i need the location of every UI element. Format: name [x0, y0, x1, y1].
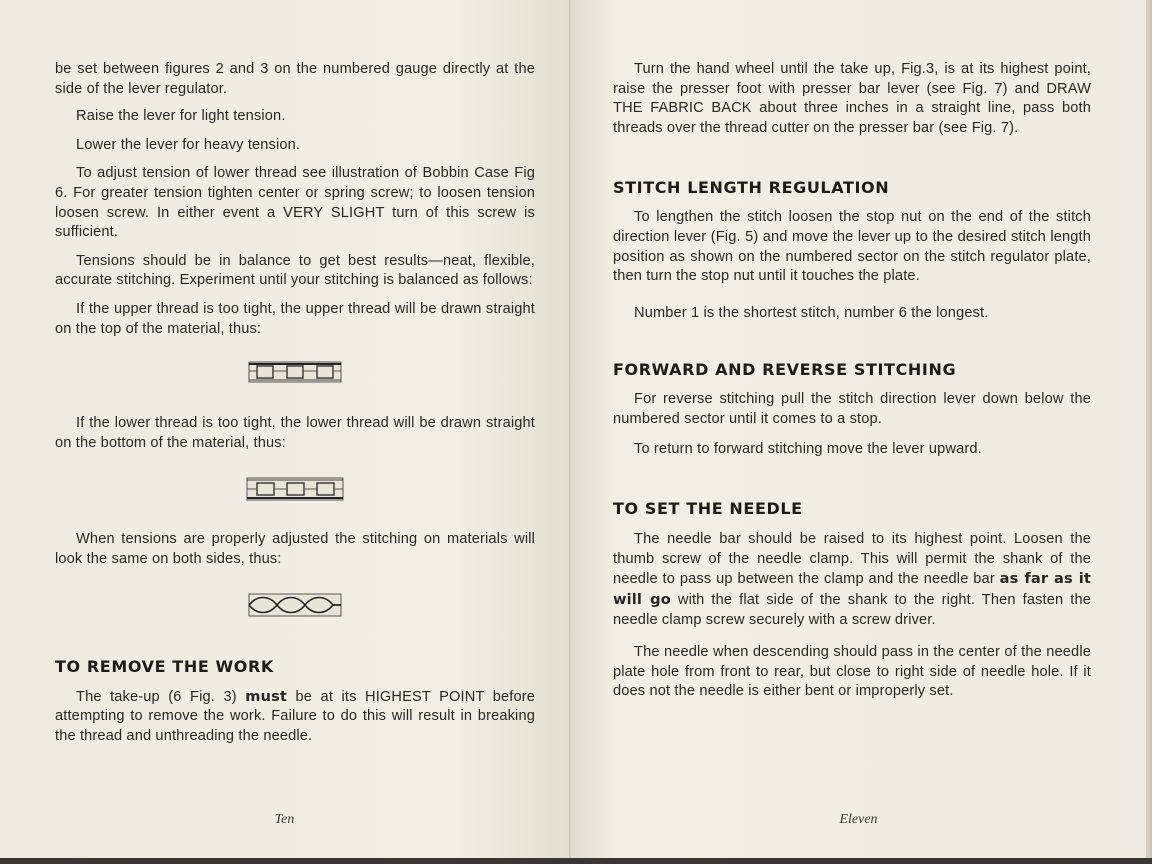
stitch-length-heading: STITCH LENGTH REGULATION	[613, 178, 890, 198]
left-paragraph-1: be set between figures 2 and 3 on the numbered gauge directly at the side of the lever regulator.	[55, 61, 535, 97]
right-page-edge	[1146, 0, 1152, 864]
remove-work-heading: TO REMOVE THE WORK	[55, 656, 274, 676]
right-page	[571, 0, 1146, 864]
right-paragraph-4: For reverse stitching pull the stitch direction lever down below the numbered sector until it comes to a stop.	[613, 391, 1091, 427]
remove-work-paragraph	[55, 687, 535, 747]
right-paragraph-3: Number 1 is the shortest stitch, number 6 the longest.	[634, 304, 989, 321]
stitch-upper-tight-illustration	[247, 358, 343, 386]
balanced-stitch-figure	[55, 590, 535, 620]
needle-text-a: The needle bar should be raised to its highest point. Loosen the thumb screw of the needle clamp. This will permit the shank of the needle to pass up between the clamp and the needle bar	[613, 531, 1091, 588]
left-page-number: Ten	[274, 812, 295, 827]
bottom-shadow-band	[0, 858, 1152, 864]
left-page-text	[55, 60, 535, 746]
right-paragraph-7: The needle when descending should pass in the center of the needle plate hole from front to rear, but close to right side of needle hole. If it does not the needle is either bent or improperly set.	[613, 644, 1091, 700]
stitch-lower-tight-illustration	[245, 474, 345, 504]
right-paragraph-6	[613, 530, 1091, 630]
left-paragraph-4: To adjust tension of lower thread see illustration of Bobbin Case Fig 6. For greater tension tighten center or spring screw; to loosen tension loosen screw. In either event a VERY SLIGHT turn of this screw is sufficient.	[55, 165, 535, 241]
left-paragraph-6: If the upper thread is too tight, the upper thread will be drawn straight on the top of the material, thus:	[55, 300, 535, 337]
right-paragraph-5: To return to forward stitching move the lever upward.	[634, 440, 982, 457]
lower-tight-stitch-figure	[55, 474, 535, 504]
left-paragraph-7: If the lower thread is too tight, the lower thread will be drawn straight on the bottom of the material, thus:	[55, 415, 535, 451]
remove-work-text-a: The take-up (6 Fig. 3)	[76, 688, 246, 705]
right-paragraph-2: To lengthen the stitch loosen the stop nut on the end of the stitch direction lever (Fig. 5) and move the lever up to the desired stitch length position as shown on the numbered sector on the stitch regulator plate, then turn the stop nut until it touches the plate.	[613, 209, 1091, 285]
left-paragraph-2: Raise the lever for light tension.	[76, 108, 286, 125]
right-page-number: Eleven	[839, 812, 878, 827]
upper-tight-stitch-figure	[55, 358, 535, 386]
stitch-balanced-illustration	[247, 590, 343, 620]
needle-text-b: with the flat side of the shank to the right. Then fasten the needle clamp screw securely with a screw driver.	[613, 591, 1091, 628]
left-page	[0, 0, 570, 864]
left-paragraph-8: When tensions are properly adjusted the stitching on materials will look the same on both sides, thus:	[55, 531, 535, 567]
left-paragraph-5: Tensions should be in balance to get best results—neat, flexible, accurate stitching. Experiment until your stitching is balanced as follows:	[55, 252, 535, 289]
forward-reverse-heading: FORWARD AND REVERSE STITCHING	[613, 360, 957, 380]
remove-work-text-b: be at its HIGHEST POINT before attempting to remove the work. Failure to do this will result in breaking the thread and unthreading the needle.	[55, 688, 535, 744]
needle-emphasis: as far as it will go	[613, 570, 1091, 608]
right-page-text	[613, 60, 1091, 702]
remove-work-must: must	[245, 687, 288, 705]
left-paragraph-3: Lower the lever for heavy tension.	[76, 136, 301, 153]
right-paragraph-1: Turn the hand wheel until the take up, Fig.3, is at its highest point, raise the presser foot with presser bar lever (see Fig. 7) and DRAW THE FABRIC BACK about three inches in a straight line, pass both threads over the thread cutter on the presser bar (see Fig. 7).	[613, 61, 1091, 136]
set-needle-heading: TO SET THE NEEDLE	[613, 499, 803, 519]
